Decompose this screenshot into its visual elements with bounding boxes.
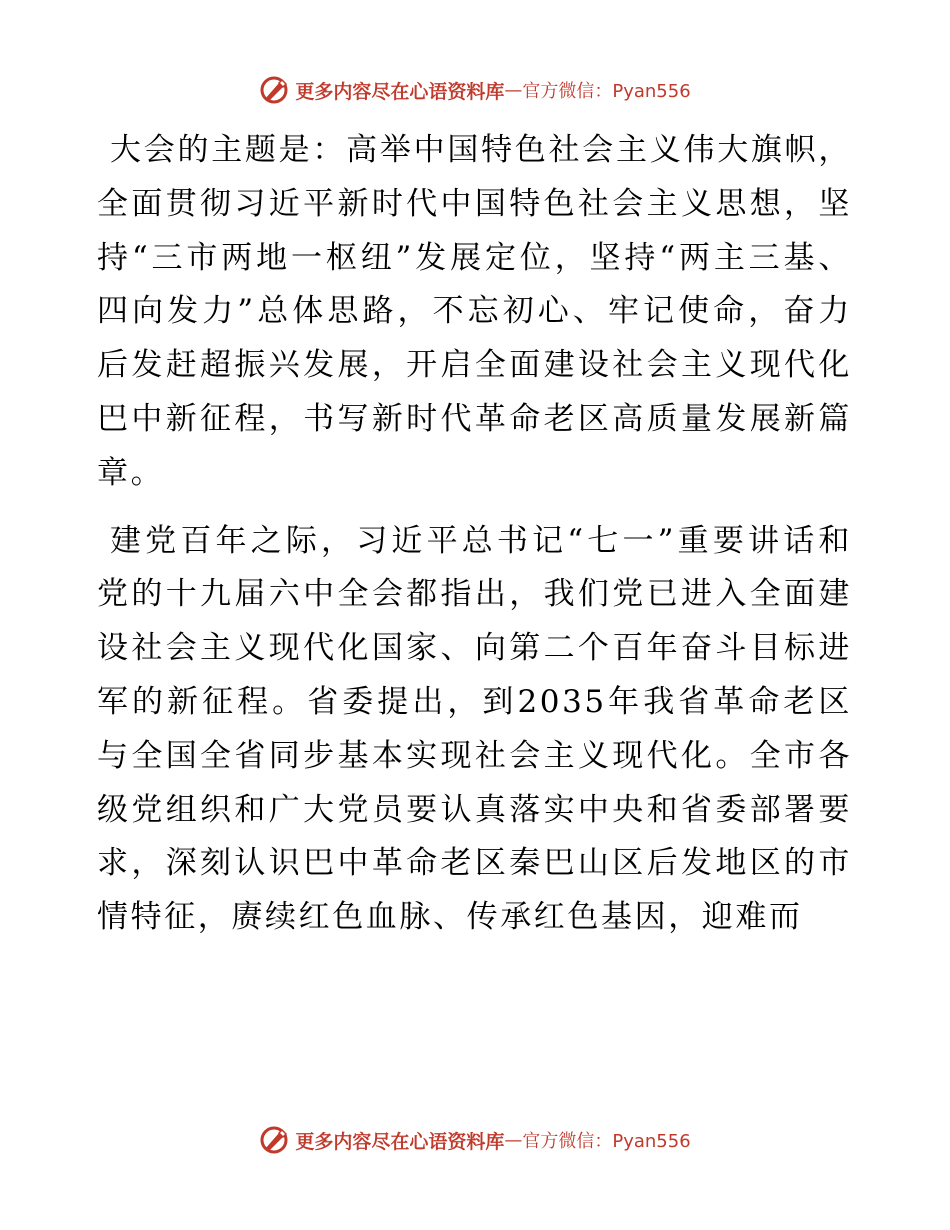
banner-main-text: 更多内容尽在心语资料库 <box>295 1130 505 1153</box>
paragraph: 建党百年之际，习近平总书记“七一”重要讲话和党的十九届六中全会都指出，我们党已进入全面建设社会主义现代化国家、向第二个百年奋斗目标进军的新征程。省委提出，到2035年我省革命老区与全国全省同步基本实现社会主义现代化。全市各级党组织和广大党员要认真落实中央和省委部署要求，深刻认识巴中革命老区秦巴山区后发地区的市情特征，赓续红色血脉、传承红色基因，迎难而 <box>97 522 852 936</box>
banner-text <box>295 1127 690 1154</box>
banner-separator: — <box>504 79 523 101</box>
banner-text <box>295 77 690 104</box>
header-banner <box>0 72 950 108</box>
banner-main-text: 更多内容尽在心语资料库 <box>295 80 505 103</box>
banner-sub-text: 官方微信：Pyan556 <box>522 81 691 102</box>
banner-separator: — <box>504 1129 523 1151</box>
pen-nib-logo-icon <box>259 75 289 105</box>
paragraph: 大会的主题是：高举中国特色社会主义伟大旗帜，全面贯彻习近平新时代中国特色社会主义思想，坚持“三市两地一枢纽”发展定位，坚持“两主三基、四向发力”总体思路，不忘初心、牢记使命，奋力后发赶超振兴发展，开启全面建设社会主义现代化巴中新征程，书写新时代革命老区高质量发展新篇章。 <box>97 132 852 491</box>
footer-banner <box>0 1122 950 1158</box>
pen-nib-logo-icon <box>259 1125 289 1155</box>
banner-sub-text: 官方微信：Pyan556 <box>522 1131 691 1152</box>
document-body <box>97 124 852 945</box>
